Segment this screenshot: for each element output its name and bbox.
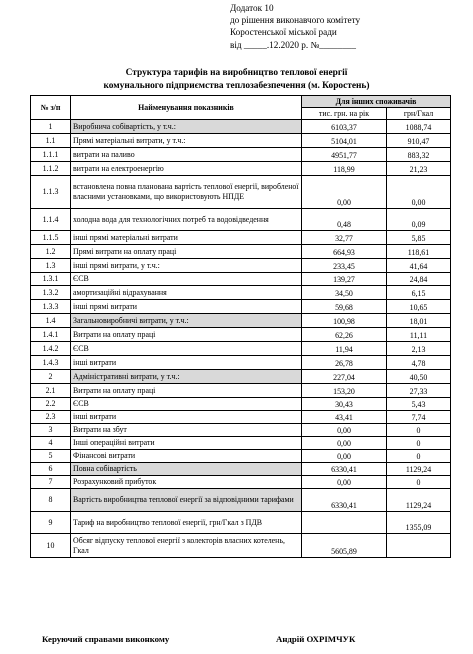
row-value-per-gcal: 5,43 bbox=[387, 398, 451, 411]
table-row bbox=[31, 450, 451, 463]
table-row bbox=[31, 259, 451, 273]
table-row bbox=[31, 209, 451, 231]
row-value-thousand: 32,77 bbox=[302, 231, 387, 245]
row-value-thousand: 100,98 bbox=[302, 314, 387, 328]
row-number: 9 bbox=[31, 512, 71, 534]
row-value-per-gcal: 5,85 bbox=[387, 231, 451, 245]
row-value-thousand: 26,78 bbox=[302, 356, 387, 370]
header-num: № з/п bbox=[31, 96, 71, 120]
row-value-per-gcal: 0 bbox=[387, 476, 451, 489]
table-row bbox=[31, 286, 451, 300]
row-number: 1.3 bbox=[31, 259, 71, 273]
row-value-per-gcal: 0 bbox=[387, 450, 451, 463]
row-value-per-gcal: 883,32 bbox=[387, 148, 451, 162]
row-number: 1.2 bbox=[31, 245, 71, 259]
row-value-per-gcal: 41,64 bbox=[387, 259, 451, 273]
row-value-per-gcal: 40,50 bbox=[387, 370, 451, 384]
row-value-thousand: 62,26 bbox=[302, 328, 387, 342]
row-number: 2.1 bbox=[31, 384, 71, 398]
row-value-thousand: 0,00 bbox=[302, 476, 387, 489]
row-value-per-gcal: 0,00 bbox=[387, 176, 451, 209]
table-row bbox=[31, 384, 451, 398]
table-row bbox=[31, 245, 451, 259]
row-value-per-gcal: 1129,24 bbox=[387, 463, 451, 476]
row-number: 1.3.1 bbox=[31, 273, 71, 286]
row-number: 1.1.4 bbox=[31, 209, 71, 231]
row-number: 1 bbox=[31, 120, 71, 134]
row-name: встановлена повна планована вартість теплової енергії, виробленої власними установками, що використовують НПДЕ bbox=[71, 176, 302, 209]
row-value-thousand: 34,50 bbox=[302, 286, 387, 300]
table-row bbox=[31, 463, 451, 476]
row-value-per-gcal: 6,15 bbox=[387, 286, 451, 300]
row-name: Тариф на виробництво теплової енергії, грн/Гкал з ПДВ bbox=[71, 512, 302, 534]
row-value-thousand: 6330,41 bbox=[302, 489, 387, 512]
row-value-thousand: 6103,37 bbox=[302, 120, 387, 134]
row-value-thousand: 5104,01 bbox=[302, 134, 387, 148]
row-value-thousand: 233,45 bbox=[302, 259, 387, 273]
row-name: холодна вода для технологічних потреб та водовідведення bbox=[71, 209, 302, 231]
table-row bbox=[31, 437, 451, 450]
title-line-2: комунального підприємства теплозабезпечення (м. Коростень) bbox=[103, 80, 370, 91]
row-value-thousand: 0,00 bbox=[302, 176, 387, 209]
row-name: інші прямі витрати bbox=[71, 300, 302, 314]
row-value-thousand: 118,99 bbox=[302, 162, 387, 176]
row-value-per-gcal: 24,84 bbox=[387, 273, 451, 286]
table-row bbox=[31, 534, 451, 558]
row-value-thousand: 4951,77 bbox=[302, 148, 387, 162]
row-name: Адміністративні витрати, у т.ч.: bbox=[71, 370, 302, 384]
row-value-thousand: 0,00 bbox=[302, 437, 387, 450]
header-name: Найменування показників bbox=[71, 96, 302, 120]
row-value-per-gcal: 1355,09 bbox=[387, 512, 451, 534]
row-name: ЄСВ bbox=[71, 273, 302, 286]
row-number: 1.4.2 bbox=[31, 342, 71, 356]
row-value-per-gcal: 0,09 bbox=[387, 209, 451, 231]
row-number: 1.4 bbox=[31, 314, 71, 328]
row-name: амортизаційні відрахування bbox=[71, 286, 302, 300]
row-value-per-gcal: 0 bbox=[387, 424, 451, 437]
row-name: інші витрати bbox=[71, 356, 302, 370]
row-value-thousand: 59,68 bbox=[302, 300, 387, 314]
row-number: 6 bbox=[31, 463, 71, 476]
table-row bbox=[31, 370, 451, 384]
row-value-per-gcal: 7,74 bbox=[387, 411, 451, 424]
row-value-per-gcal: 4,78 bbox=[387, 356, 451, 370]
row-number: 1.3.3 bbox=[31, 300, 71, 314]
row-number: 2 bbox=[31, 370, 71, 384]
table-row bbox=[31, 148, 451, 162]
row-value-thousand: 11,94 bbox=[302, 342, 387, 356]
footer-signatory: Андрій ОХРІМЧУК bbox=[276, 634, 356, 644]
addendum-block bbox=[230, 2, 360, 51]
row-value-thousand: 0,00 bbox=[302, 424, 387, 437]
row-value-thousand: 5605,89 bbox=[302, 534, 387, 558]
row-name: Витрати на оплату праці bbox=[71, 384, 302, 398]
row-value-thousand: 0,00 bbox=[302, 450, 387, 463]
addendum-decision: до рішення виконавчого комітету bbox=[230, 15, 361, 26]
tariff-table bbox=[30, 95, 451, 558]
table-row bbox=[31, 411, 451, 424]
table-row bbox=[31, 398, 451, 411]
row-name: Розрахунковий прибуток bbox=[71, 476, 302, 489]
table-row bbox=[31, 134, 451, 148]
title-line-1: Структура тарифів на виробництво теплової енергії bbox=[125, 68, 348, 78]
row-value-thousand bbox=[302, 512, 387, 534]
table-row bbox=[31, 512, 451, 534]
table-row bbox=[31, 489, 451, 512]
row-value-thousand: 153,20 bbox=[302, 384, 387, 398]
table-row bbox=[31, 176, 451, 209]
row-value-thousand: 0,48 bbox=[302, 209, 387, 231]
row-value-per-gcal: 10,65 bbox=[387, 300, 451, 314]
row-name: Витрати на збут bbox=[71, 424, 302, 437]
row-number: 1.1.3 bbox=[31, 176, 71, 209]
row-number: 1.1.5 bbox=[31, 231, 71, 245]
row-name: ЄСВ bbox=[71, 342, 302, 356]
row-name: інші витрати bbox=[71, 411, 302, 424]
row-number: 10 bbox=[31, 534, 71, 558]
table-row bbox=[31, 300, 451, 314]
row-value-per-gcal: 18,01 bbox=[387, 314, 451, 328]
row-name: Інші операційні витрати bbox=[71, 437, 302, 450]
row-name: витрати на паливо bbox=[71, 148, 302, 162]
row-name: інші прямі витрати, у т.ч.: bbox=[71, 259, 302, 273]
row-name: Повна собівартість bbox=[71, 463, 302, 476]
row-number: 1.1.1 bbox=[31, 148, 71, 162]
row-value-per-gcal: 2,13 bbox=[387, 342, 451, 356]
header-group: Для інших споживачів bbox=[302, 96, 451, 108]
row-name: Загальновиробничі витрати, у т.ч.: bbox=[71, 314, 302, 328]
row-value-thousand: 139,27 bbox=[302, 273, 387, 286]
row-number: 1.4.3 bbox=[31, 356, 71, 370]
row-number: 3 bbox=[31, 424, 71, 437]
addendum-council: Коростенської міської ради bbox=[230, 27, 337, 38]
row-value-thousand: 6330,41 bbox=[302, 463, 387, 476]
row-number: 1.1.2 bbox=[31, 162, 71, 176]
row-value-per-gcal: 21,23 bbox=[387, 162, 451, 176]
row-number: 1.4.1 bbox=[31, 328, 71, 342]
addendum-number: Додаток 10 bbox=[230, 3, 274, 13]
row-name: Фінансові витрати bbox=[71, 450, 302, 463]
row-value-per-gcal: 910,47 bbox=[387, 134, 451, 148]
row-name: Прямі матеріальні витрати, у т.ч.: bbox=[71, 134, 302, 148]
row-number: 2.3 bbox=[31, 411, 71, 424]
row-name: Витрати на оплату праці bbox=[71, 328, 302, 342]
row-value-thousand: 30,43 bbox=[302, 398, 387, 411]
row-number: 7 bbox=[31, 476, 71, 489]
row-name: ЄСВ bbox=[71, 398, 302, 411]
row-name: витрати на електроенергію bbox=[71, 162, 302, 176]
table-row bbox=[31, 273, 451, 286]
row-name: Обсяг відпуску теплової енергії з колекторів власних котелень, Гкал bbox=[71, 534, 302, 558]
table-row bbox=[31, 231, 451, 245]
header-col-per-gcal: грн/Гкал bbox=[387, 108, 451, 120]
row-name: Виробнича собівартість, у т.ч.: bbox=[71, 120, 302, 134]
row-name: Прямі витрати на оплату праці bbox=[71, 245, 302, 259]
table-row bbox=[31, 328, 451, 342]
addendum-date: від _____.12.2020 р. №________ bbox=[230, 39, 356, 50]
row-value-per-gcal: 27,33 bbox=[387, 384, 451, 398]
row-number: 1.3.2 bbox=[31, 286, 71, 300]
row-value-per-gcal: 118,61 bbox=[387, 245, 451, 259]
footer-position: Керуючий справами виконкому bbox=[42, 634, 170, 644]
row-value-thousand: 227,04 bbox=[302, 370, 387, 384]
row-name: Вартість виробництва теплової енергії за відповідними тарифами bbox=[71, 489, 302, 512]
header-col-thousand: тис. грн. на рік bbox=[302, 108, 387, 120]
table-row bbox=[31, 314, 451, 328]
table-row bbox=[31, 342, 451, 356]
table-row bbox=[31, 476, 451, 489]
row-value-per-gcal: 1129,24 bbox=[387, 489, 451, 512]
document-title bbox=[0, 67, 473, 92]
row-number: 8 bbox=[31, 489, 71, 512]
row-number: 1.1 bbox=[31, 134, 71, 148]
table-row bbox=[31, 162, 451, 176]
row-value-per-gcal: 1088,74 bbox=[387, 120, 451, 134]
table-row bbox=[31, 424, 451, 437]
row-value-thousand: 43,41 bbox=[302, 411, 387, 424]
row-value-per-gcal bbox=[387, 534, 451, 558]
row-value-thousand: 664,93 bbox=[302, 245, 387, 259]
row-value-per-gcal: 0 bbox=[387, 437, 451, 450]
row-number: 5 bbox=[31, 450, 71, 463]
row-number: 4 bbox=[31, 437, 71, 450]
row-number: 2.2 bbox=[31, 398, 71, 411]
row-value-per-gcal: 11,11 bbox=[387, 328, 451, 342]
table-row bbox=[31, 120, 451, 134]
row-name: інші прямі матеріальні витрати bbox=[71, 231, 302, 245]
table-row bbox=[31, 356, 451, 370]
